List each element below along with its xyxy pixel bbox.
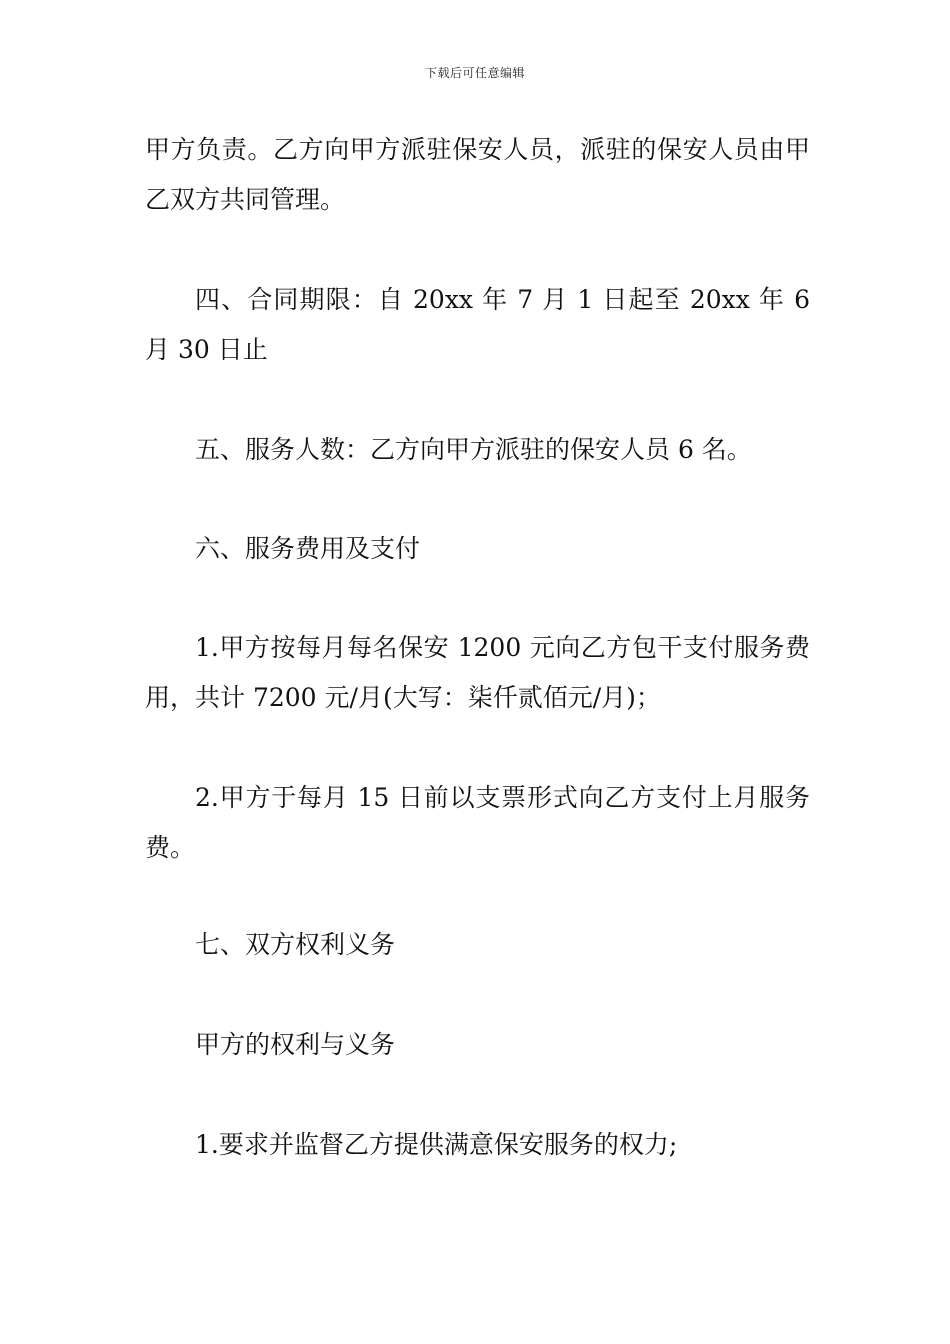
paragraph-fee-amount: 1.甲方按每月每名保安 1200 元向乙方包干支付服务费用，共计 7200 元/月(大写：柒仟贰佰元/月)；	[145, 633, 810, 712]
subheading-party-a-rights: 甲方的权利与义务	[195, 1030, 396, 1059]
section-heading-rights: 七、双方权利义务	[195, 930, 396, 959]
page-header-note: 下载后可任意编辑	[424, 66, 525, 80]
paragraph-contract-term: 四、合同期限：自 20xx 年 7 月 1 日起至 20xx 年 6 月 30 日止	[145, 285, 810, 364]
section-heading-fees: 六、服务费用及支付	[195, 534, 421, 563]
paragraph-service-staff: 五、服务人数：乙方向甲方派驻的保安人员 6 名。	[195, 435, 752, 464]
paragraph-responsibility: 甲方负责。乙方向甲方派驻保安人员，派驻的保安人员由甲乙双方共同管理。	[145, 135, 810, 214]
list-item-supervise-right: 1.要求并监督乙方提供满意保安服务的权力;	[195, 1130, 678, 1159]
paragraph-payment-date: 2.甲方于每月 15 日前以支票形式向乙方支付上月服务费。	[145, 783, 810, 862]
